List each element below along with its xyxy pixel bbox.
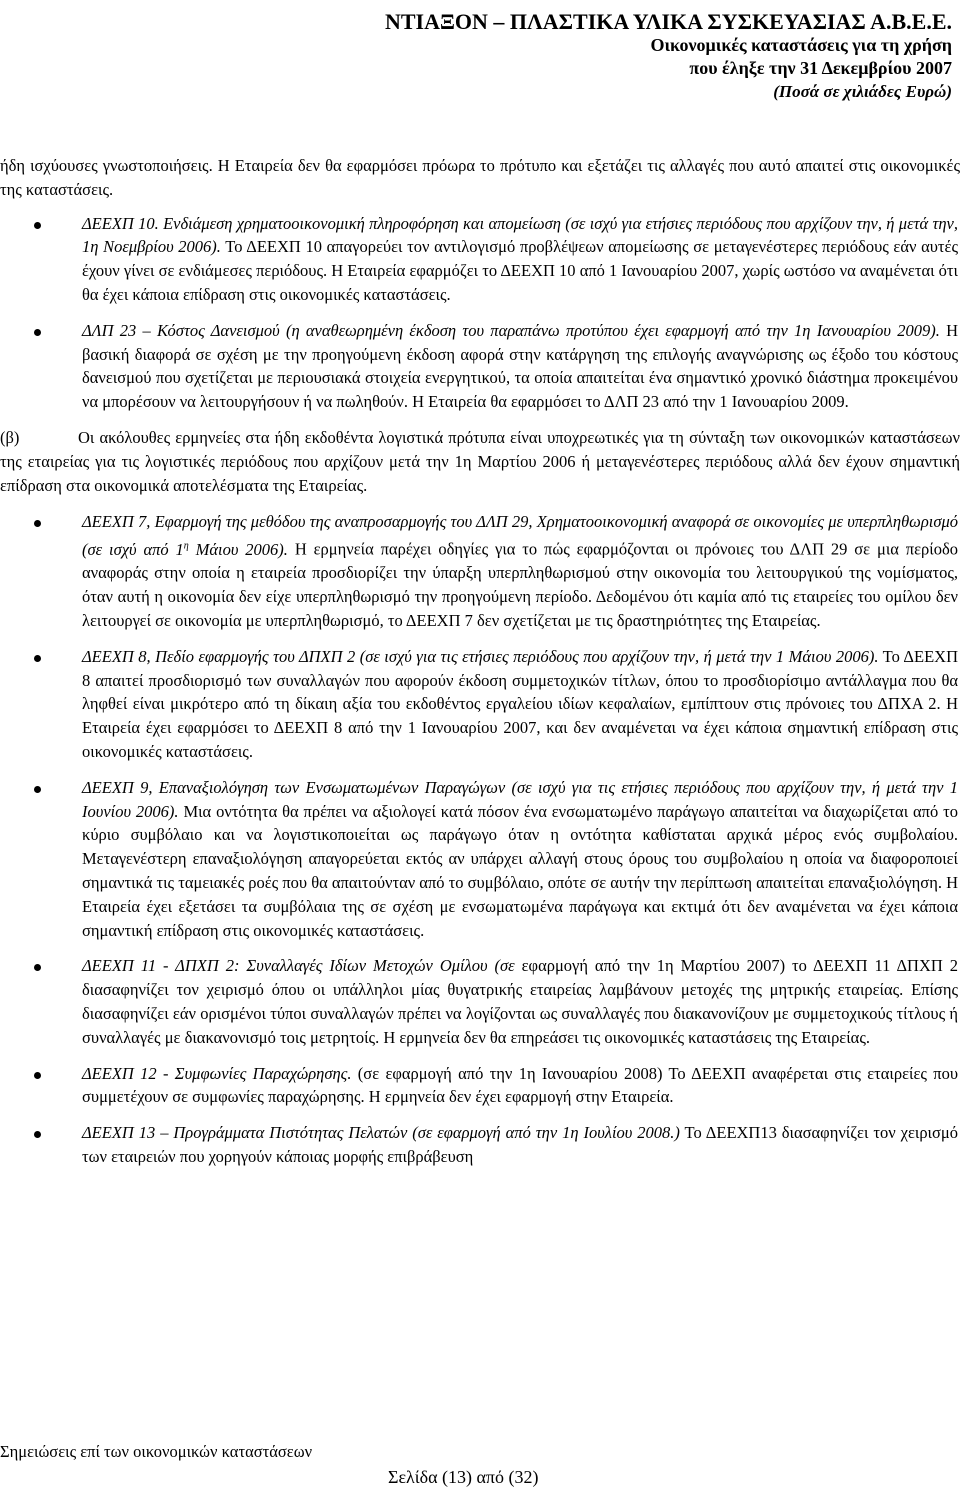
item-title: ΔΕΕΧΠ 11 - ΔΠΧΠ 2: Συναλλαγές Ιδίων Μετοχών Ομίλου (σε bbox=[82, 956, 515, 976]
item-title: ΔΕΕΧΠ 10. Ενδιάμεση χρηματοοικονομική πληροφόρηση και απομείωση (σε ισχύ για ετήσιες περιόδους που αρχίζουν την, ή μετά την, 1η Νοεμβρίου 2006). bbox=[82, 213, 958, 257]
list-item bbox=[0, 510, 960, 632]
item-text: Η βασική διαφορά σε σχέση με την προηγούμενη έκδοση αφορά στην κατάργηση της επιλογής αναγνώρισης ως έξοδο του κόστους δανεισμού που σχετίζεται με περιουσιακά στοιχεία ενεργητικού, τα οποία απαιτείται ένα σημαντικό χρονικό διάστημα προκειμένου να μπορέσουν να λειτουργήσουν ή να πωληθούν. Η Εταιρεία θα εφαρμόσει το ΔΛΠ 23 από την 1 Ιανουαρίου 2009. bbox=[82, 320, 958, 412]
bullet-icon bbox=[34, 1062, 41, 1086]
currency-units: (Ποσά σε χιλιάδες Ευρώ) bbox=[773, 82, 952, 101]
list-item bbox=[0, 212, 960, 307]
list-item bbox=[0, 1121, 960, 1169]
bullet-icon bbox=[34, 212, 41, 236]
page-header bbox=[385, 10, 952, 103]
statement-period: που έληξε την 31 Δεκεμβρίου 2007 bbox=[689, 58, 952, 78]
item-text: Το ΔΕΕΧΠ 8 απαιτεί προσδιορισμό των συναλλαγών που αφορούν έκδοση συμμετοχικών τίτλων, όπου το προσδιορίσιμο αντάλλαγμα που θα ληφθεί είναι μικρότερο από τη δίκαιη αξία του εκδοθέντος εργαλείου ιδίων κεφαλαίων, εμπίπτουν στις πρόνοιες του ΔΠΧΑ 2. Η Εταιρεία έχει εφαρμόσει το ΔΕΕΧΠ 8 από την 1 Ιανουαρίου 2007, και δεν αναμένεται να έχει κάποια σημαντική επίδραση στις οικονομικές καταστάσεις. bbox=[82, 646, 958, 762]
bullet-icon bbox=[34, 510, 41, 534]
bullet-icon bbox=[34, 776, 41, 800]
item-title: ΔΛΠ 23 – Κόστος Δανεισμού (η αναθεωρημένη έκδοση του παραπάνω προτύπου έχει εφαρμογή από την 1η Ιανουαρίου 2009). bbox=[82, 320, 940, 340]
section-beta-paragraph bbox=[0, 426, 960, 497]
list-item bbox=[0, 776, 960, 943]
list-item bbox=[0, 319, 960, 414]
item-text: Το ΔΕΕΧΠ13 διασαφηνίζει τον χειρισμό των εταιρειών που χορηγούν κάποιας μορφής επιβράβευση bbox=[82, 1123, 958, 1166]
company-name: ΝΤΙΑΞΟΝ – ΠΛΑΣΤΙΚΑ ΥΛΙΚΑ ΣΥΣΚΕΥΑΣΙΑΣ Α.Β.Ε.Ε. bbox=[384, 9, 952, 34]
item-title: ΔΕΕΧΠ 12 - Συμφωνίες Παραχώρησης. bbox=[82, 1063, 352, 1083]
bullet-icon bbox=[34, 645, 41, 669]
item-text: Η ερμηνεία παρέχει οδηγίες για το πώς εφαρμόζονται οι πρόνοιες του ΔΛΠ 29 σε μια περίοδο αναφοράς στην οποία η εταιρεία προσδιορίζει την ύπαρξη υπερπληθωρισμού στην οικονομία του λειτουργικού της νομίσματος, όταν αυτή η οικονομία δεν είχε υπερπληθωρισμό την προηγούμενη περίοδο. Δεδομένου ότι καμία από τις εταιρείες του ομίλου δεν λειτουργεί σε οικονομία με υπερπληθωρισμό, το ΔΕΕΧΠ 7 δεν σχετίζεται με τις δραστηριότητες της Εταιρείας. bbox=[82, 539, 958, 631]
item-title: ΔΕΕΧΠ 9, Επαναξιολόγηση των Ενσωματωμένων Παραγώγων (σε ισχύ για τις ετήσιες περιόδους που αρχίζουν την, ή μετά την 1 Ιουνίου 2006). bbox=[82, 777, 958, 821]
list-item bbox=[0, 645, 960, 764]
list-item bbox=[0, 1062, 960, 1110]
section-text: Οι ακόλουθες ερμηνείες στα ήδη εκδοθέντα λογιστικά πρότυπα είναι υποχρεωτικές για τη σύνταξη των οικονομικών καταστάσεων της εταιρείας για τις λογιστικές περιόδους που αρχίζουν μετά την 1η Μαρτίου 2006 ή μεταγενέστερες περιόδους αλλά δεν έχουν σημαντική επίδραση στα οικονομικά αποτελέσματα της Εταιρείας. bbox=[0, 427, 960, 495]
item-title-start: ΔΕΕΧΠ 7, Εφαρμογή της μεθόδου της αναπροσαρμογής του ΔΛΠ 29, Χρηματοοικονομική αναφορά σε οικονομίες με υπερπληθωρισμό (σε ισχύ από 1 bbox=[82, 512, 958, 559]
item-text: (σε εφαρμογή από την 1η Ιανουαρίου 2008) Το ΔΕΕΧΠ αναφέρεται στις εταιρείες που συμμετέχουν σε συμφωνίες παραχώρησης. Η ερμηνεία δεν έχει εφαρμογή στην Εταιρεία. bbox=[82, 1063, 958, 1107]
page-number: Σελίδα (13) από (32) bbox=[388, 1467, 539, 1487]
bullet-icon bbox=[34, 954, 41, 978]
item-text: Το ΔΕΕΧΠ 10 απαγορεύει τον αντιλογισμό προβλέψεων απομείωσης σε μεταγενέστερες περιόδους εάν αυτές έχουν γίνει σε ενδιάμεσες περιόδους. Η Εταιρεία εφαρμόζει το ΔΕΕΧΠ 10 από 1 Ιανουαρίου 2007, χωρίς ωστόσο να αναμένεται ότι θα έχει κάποια επίδραση στις οικονομικές καταστάσεις. bbox=[82, 237, 959, 304]
item-text: εφαρμογή από την 1η Μαρτίου 2007) το ΔΕΕΧΠ 11 ΔΠΧΠ 2 διασαφηνίζει τον χειρισμό όπου οι υπάλληλοι μίας θυγατρικής εταιρείας λαμβάνουν μετοχές της μητρικής εταιρείας. Επίσης διασαφηνίζει εάν ορισμένοι τύποι συναλλαγών πρέπει να λογίζονται ως συναλλαγές που διακανονίζουν με συμμετοχικούς τίτλους ή συναλλαγές με διακανονισμό τοις μετρητοίς. Η ερμηνεία δεν θα επηρεάσει τις οικονομικές καταστάσεις της Εταιρείας. bbox=[82, 956, 959, 1047]
section-label: (β) bbox=[0, 427, 20, 447]
intro-paragraph: ήδη ισχύουσες γνωστοποιήσεις. Η Εταιρεία δεν θα εφαρμόσει πρόωρα το πρότυπο και εξετάζει τις αλλαγές που αυτό απαιτεί στις οικονομικές της καταστάσεις. bbox=[0, 156, 960, 199]
statement-title: Οικονομικές καταστάσεις για τη χρήση bbox=[650, 35, 952, 55]
footer-section-title: Σημειώσεις επί των οικονομικών καταστάσεων bbox=[0, 1442, 313, 1461]
item-title: ΔΕΕΧΠ 13 – Προγράμματα Πιστότητας Πελατών (σε εφαρμογή από την 1η Ιουλίου 2008.) bbox=[82, 1123, 680, 1143]
item-title: ΔΕΕΧΠ 8, Πεδίο εφαρμογής του ΔΠΧΠ 2 (σε ισχύ για τις ετήσιες περιόδους που αρχίζουν την, ή μετά την 1 Μάιου 2006). bbox=[82, 646, 879, 666]
item-text: Μια οντότητα θα πρέπει να αξιολογεί κατά πόσον ένα ενσωματωμένο παράγωγο απαιτείται να διαχωρίζεται από το κύριο συμβόλαιο και να λογιστικοποιείται ως παράγωγο όταν η οντότητα καθίσταται αρχικά μέρος ενός συμβολαίου. Μεταγενέστερη επαναξιολόγηση απαγορεύεται εκτός αν υπάρχει αλλαγή στους όρους του συμβολαίου η οποία να διαφοροποιεί σημαντικά τις ταμειακές ροές που θα απαιτούνταν από το συμβόλαιο, οπότε σε αυτήν την περίπτωση απαιτείται επαναξιολόγηση. Η Εταιρεία έχει εξετάσει τα συμβόλαια της σε σχέση με ενσωματωμένα παράγωγα και εκτιμά ότι δεν αναμένεται να έχει κάποια σημαντική επίδραση στις οικονομικές καταστάσεις. bbox=[82, 801, 959, 940]
item-title-end: Μάιου 2006). bbox=[188, 539, 288, 559]
bullet-icon bbox=[34, 1121, 41, 1145]
bullet-icon bbox=[34, 319, 41, 343]
document-body bbox=[0, 154, 960, 1181]
superscript: η bbox=[183, 540, 189, 552]
list-item bbox=[0, 954, 960, 1049]
